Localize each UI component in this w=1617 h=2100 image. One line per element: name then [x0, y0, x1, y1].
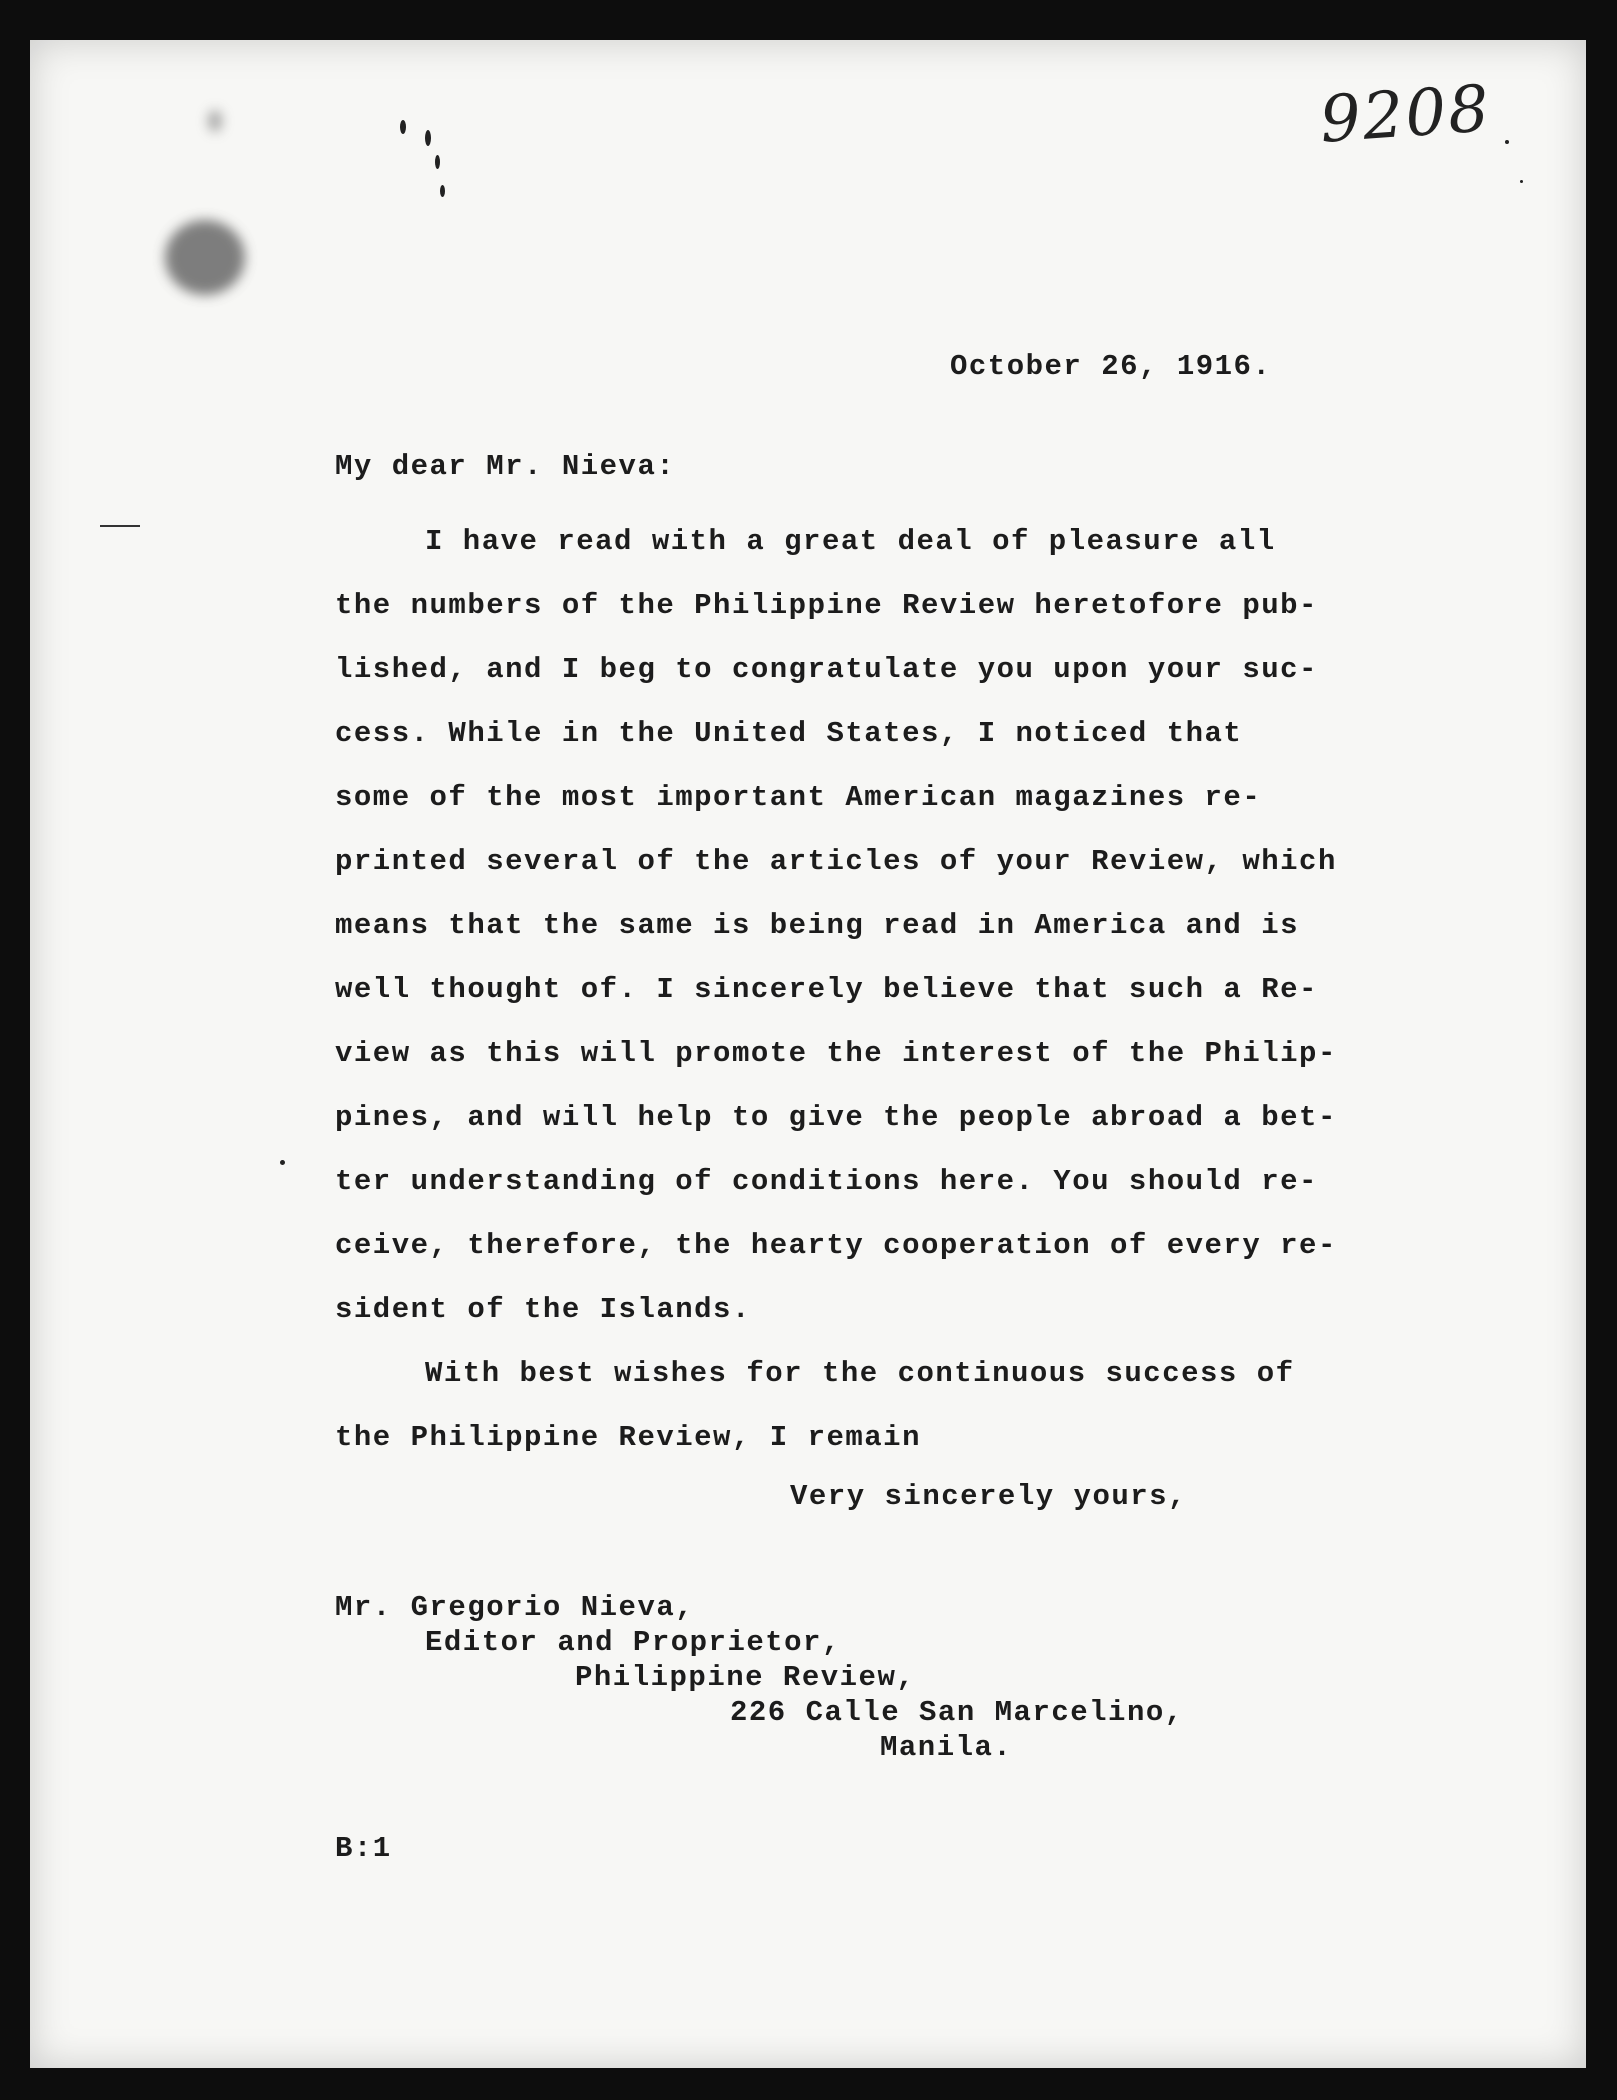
address-line: Philippine Review, [575, 1661, 916, 1694]
reference-initials: B:1 [335, 1832, 392, 1865]
body-line: some of the most important American magazines re- [335, 781, 1262, 814]
address-line: Editor and Proprietor, [425, 1626, 841, 1659]
body-line: cess. While in the United States, I noticed that [335, 717, 1243, 750]
address-line: 226 Calle San Marcelino, [730, 1696, 1184, 1729]
body-line: view as this will promote the interest of the Philip- [335, 1037, 1337, 1070]
body-line: ter understanding of conditions here. You should re- [335, 1165, 1318, 1198]
ink-speck [435, 155, 440, 169]
letter-date: October 26, 1916. [950, 350, 1272, 383]
letter-page [30, 40, 1586, 2068]
body-line: sident of the Islands. [335, 1293, 751, 1326]
pen-mark [100, 525, 140, 527]
ink-speck [1505, 140, 1509, 144]
recipient-address [335, 1590, 1184, 1765]
salutation: My dear Mr. Nieva: [335, 450, 676, 483]
body-line: the numbers of the Philippine Review heretofore pub- [335, 589, 1318, 622]
ink-speck [440, 185, 445, 197]
address-line: Manila. [880, 1731, 1013, 1764]
ink-speck [280, 1160, 285, 1165]
complimentary-close: Very sincerely yours, [790, 1480, 1187, 1513]
letter-body [335, 510, 1415, 1470]
body-line: pines, and will help to give the people abroad a bet- [335, 1101, 1337, 1134]
ink-smudge [165, 220, 245, 295]
body-line: I have read with a great deal of pleasure all [425, 525, 1276, 558]
address-line: Mr. Gregorio Nieva, [335, 1591, 695, 1624]
body-line: lished, and I beg to congratulate you upon your suc- [335, 653, 1318, 686]
body-line: the Philippine Review, I remain [335, 1421, 921, 1454]
body-line: printed several of the articles of your Review, which [335, 845, 1337, 878]
ink-speck [425, 130, 431, 146]
ink-speck [400, 120, 406, 134]
ink-smudge [208, 110, 222, 132]
body-line: means that the same is being read in America and is [335, 909, 1300, 942]
archive-number: 9208 [1317, 72, 1494, 158]
ink-speck [1520, 180, 1523, 183]
body-line: ceive, therefore, the hearty cooperation of every re- [335, 1229, 1337, 1262]
body-line: With best wishes for the continuous success of [425, 1357, 1295, 1390]
body-line: well thought of. I sincerely believe that such a Re- [335, 973, 1318, 1006]
